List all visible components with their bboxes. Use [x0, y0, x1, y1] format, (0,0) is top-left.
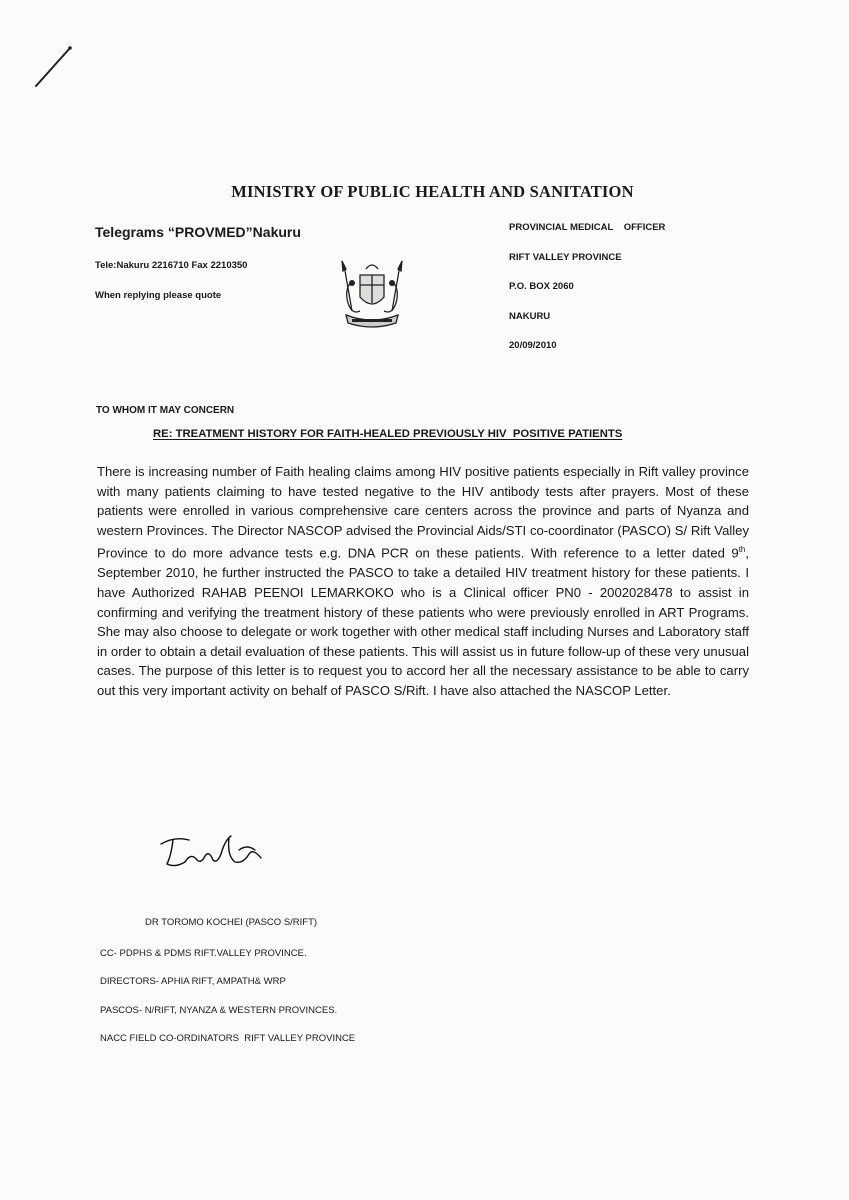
cc-line-2: DIRECTORS- APHIA RIFT, AMPATH& WRP	[100, 976, 286, 987]
replying-note: When replying please quote	[95, 290, 222, 301]
pen-mark-icon	[30, 42, 80, 92]
letter-body	[97, 462, 749, 700]
cc-line-4: NACC FIELD CO-ORDINATORS RIFT VALLEY PROVINCE	[100, 1033, 356, 1044]
letter-body-part1: There is increasing number of Faith healing claims among HIV positive patients especially in Rift valley province with many patients claiming to have tested negative to the HIV antibody tests after prayers. Most of these patients were enrolled in various comprehensive care centers across the province and parts of Nyanza and western Provinces. The Director NASCOP advised the Provincial Aids/STI co-coordinator (PASCO) S/ Rift Valley Province to do more advance tests e.g. DNA PCR on these patients. With reference to a letter dated 9	[97, 464, 749, 561]
coat-of-arms-icon	[330, 255, 414, 335]
letter-body-superscript: th	[738, 545, 746, 555]
telephone-fax-line: Tele:Nakuru 2216710 Fax 2210350	[95, 260, 248, 271]
ministry-title: MINISTRY OF PUBLIC HEALTH AND SANITATION	[231, 182, 634, 201]
letter-date: 20/09/2010	[509, 340, 557, 351]
subject-line: RE: TREATMENT HISTORY FOR FAITH-HEALED PREVIOUSLY HIV POSITIVE PATIENTS	[153, 428, 623, 440]
cc-line-1: CC- PDPHS & PDMS RIFT.VALLEY PROVINCE.	[100, 948, 307, 959]
signatory-name: DR TOROMO KOCHEI (PASCO S/RIFT)	[145, 917, 318, 928]
cc-line-3: PASCOS- N/RIFT, NYANZA & WESTERN PROVINCES.	[100, 1005, 338, 1016]
address-po-box: P.O. BOX 2060	[509, 281, 574, 292]
address-title: PROVINCIAL MEDICAL OFFICER	[509, 222, 666, 233]
address-province: RIFT VALLEY PROVINCE	[509, 252, 622, 263]
salutation: TO WHOM IT MAY CONCERN	[96, 405, 235, 416]
handwritten-signature	[155, 828, 270, 878]
letter-body-part2: , September 2010, he further instructed the PASCO to take a detailed HIV treatment history for these patients. I have Authorized RAHAB PEENOI LEMARKOKO who is a Clinical officer PN0 - 2002028478 to assist in confirming and verifying the treatment history of these patients who were previously enrolled in ART Programs. She may also choose to delegate or work together with other medical staff including Nurses and Laboratory staff in order to obtain a detail evaluation of these patients. This will assist us in future follow-up of these very unusual cases. The purpose of this letter is to request you to accord her all the necessary assistance to be able to carry out this very important activity on behalf of PASCO S/Rift. I have also attached the NASCOP Letter.	[97, 545, 749, 698]
telegrams-line: Telegrams “PROVMED”Nakuru	[95, 224, 301, 240]
address-town: NAKURU	[509, 311, 551, 322]
